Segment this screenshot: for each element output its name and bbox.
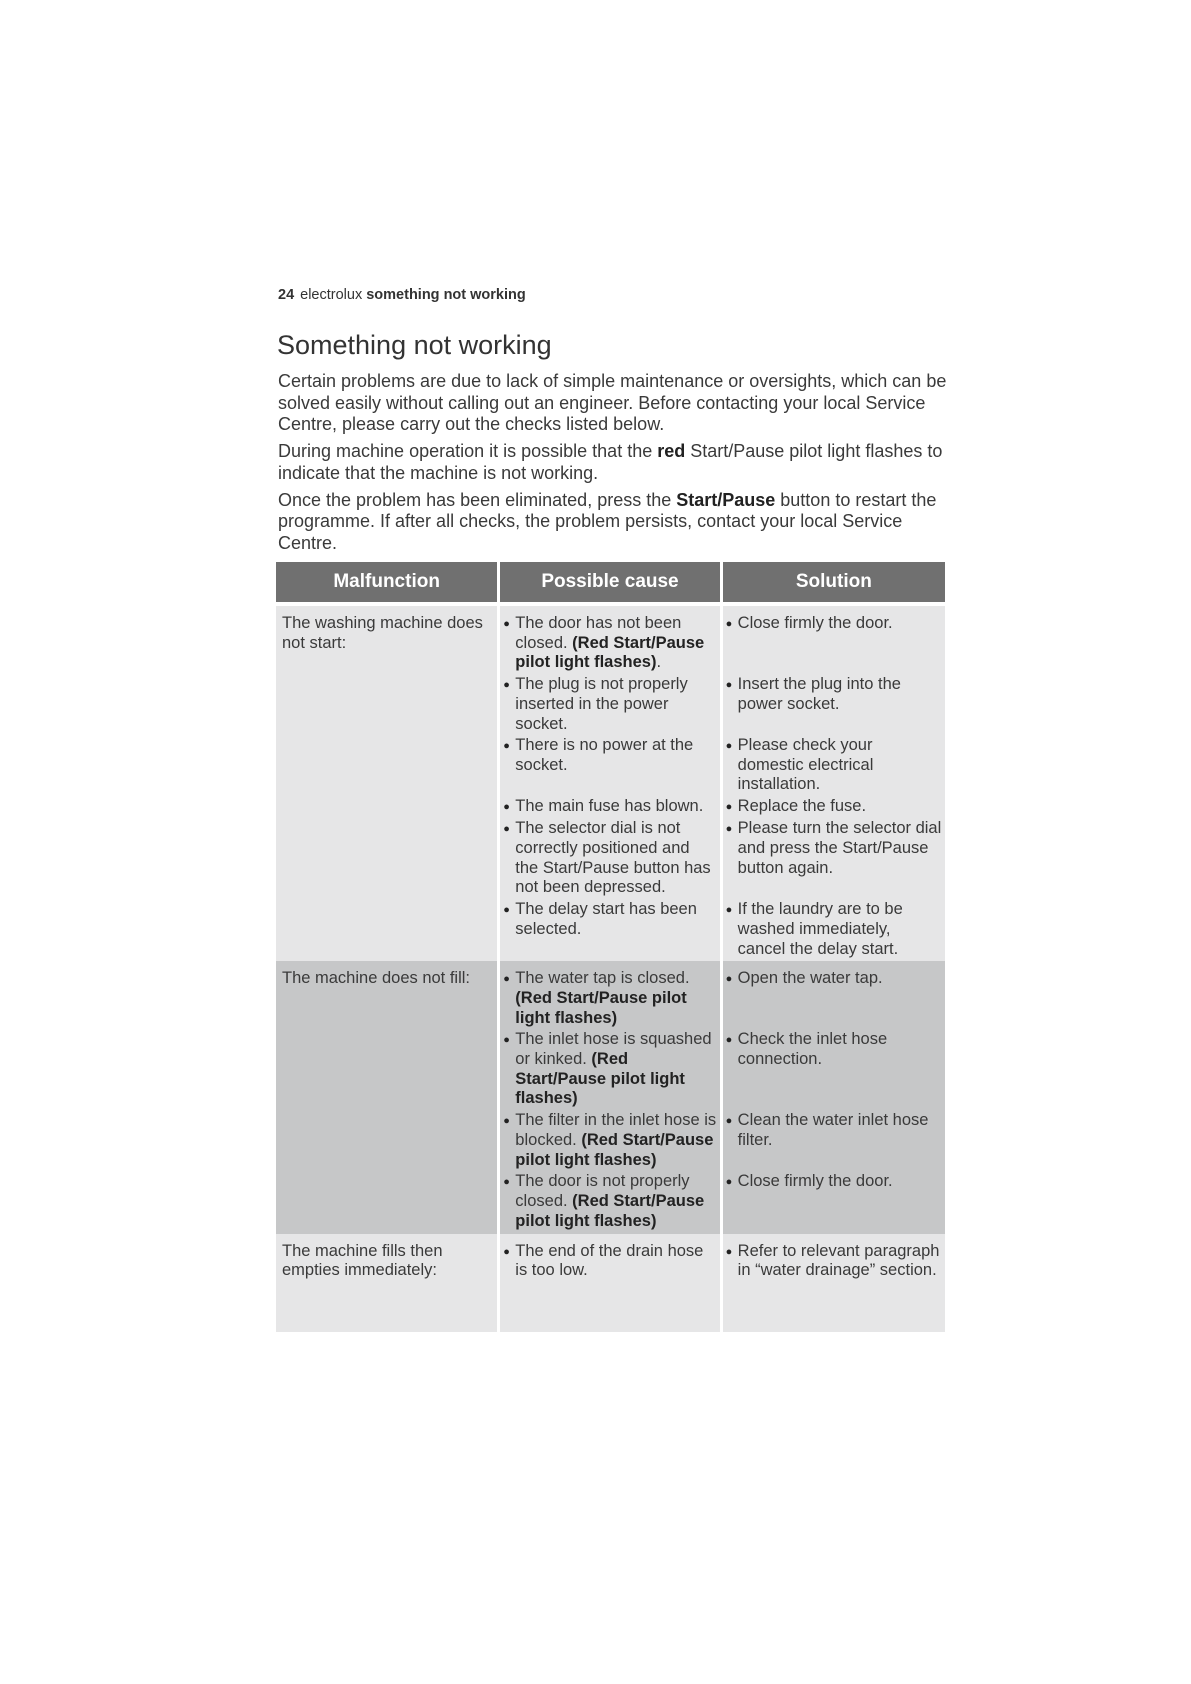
malfunction-cell: The machine fills then empties immediately: <box>276 1234 497 1332</box>
malfunction-cell: The machine does not fill: <box>276 961 497 1233</box>
bullet-icon: ● <box>725 618 733 630</box>
table-header-row <box>276 562 945 606</box>
cause-item <box>503 1030 716 1109</box>
table-row <box>276 961 945 1233</box>
cause-text: The inlet hose is squashed or kinked. <box>515 1030 712 1069</box>
solution-text: Close firmly the door. <box>737 1172 893 1191</box>
cause-indicator-text: (Red Start/Pause pilot light flashes) <box>515 988 687 1027</box>
solution-item <box>726 736 942 795</box>
cause-item <box>503 819 716 898</box>
cause-item <box>503 969 716 1028</box>
bullet-icon: ● <box>725 1034 733 1047</box>
solution-item <box>726 1242 942 1281</box>
cause-text: The water tap is closed. <box>515 969 690 988</box>
header-solution: Solution <box>723 562 945 606</box>
cause-item <box>503 900 716 959</box>
solution-text: Insert the plug into the power socket. <box>737 675 901 713</box>
cause-item <box>503 1172 716 1231</box>
bullet-icon: ● <box>725 1176 733 1189</box>
cause-text: The selector dial is not correctly positioned and the Start/Pause button has not been depressed. <box>515 819 711 897</box>
intro-paragraph-1: Certain problems are due to lack of simple maintenance or oversights, which can be solved easily without calling out an engineer. Before contacting your local Service Centre, please carry out the checks listed below. <box>278 371 947 434</box>
cause-indicator-text: (Red Start/Pause pilot light flashes) <box>515 633 705 672</box>
cause-text: The plug is not properly inserted in the power socket. <box>515 675 688 733</box>
cause-indicator-text: (Red Start/Pause pilot light flashes) <box>515 1050 685 1108</box>
table-row <box>276 1234 945 1332</box>
bullet-icon: ● <box>503 740 510 753</box>
brand-name: electrolux <box>300 287 363 303</box>
troubleshooting-table <box>273 562 948 1332</box>
section-name: something not working <box>366 287 526 303</box>
solution-text: Clean the water inlet hose filter. <box>737 1111 929 1149</box>
solution-item <box>726 614 942 673</box>
bullet-icon: ● <box>503 904 510 917</box>
solution-text: Open the water tap. <box>737 969 883 988</box>
cause-indicator-text: (Red Start/Pause pilot light flashes) <box>515 1192 705 1230</box>
intro-paragraph-2: During machine operation it is possible that the red Start/Pause pilot light flashes to indicate that the machine is not working. <box>278 441 943 483</box>
solution-text: Please turn the selector dial and press the Start/Pause button again. <box>737 819 942 877</box>
cause-text: The end of the drain hose is too low. <box>515 1241 704 1280</box>
bullet-icon: ● <box>503 823 510 836</box>
solution-item <box>726 969 942 1028</box>
cause-text: The delay start has been selected. <box>515 900 697 938</box>
cause-tail-text: . <box>656 653 662 672</box>
solution-item <box>726 819 942 898</box>
solution-item <box>726 797 942 817</box>
header-possible-cause: Possible cause <box>500 562 719 606</box>
cause-item <box>503 614 716 673</box>
solution-item <box>726 1172 942 1231</box>
cause-text: The door has not been closed. <box>515 614 682 652</box>
running-header <box>278 287 526 303</box>
cause-item <box>503 1111 716 1170</box>
bullet-icon: ● <box>725 973 733 986</box>
solution-cell <box>723 606 945 961</box>
cause-cell <box>500 606 719 961</box>
solution-item <box>726 900 942 959</box>
cause-item <box>503 675 716 734</box>
bullet-icon: ● <box>503 973 510 986</box>
bullet-icon: ● <box>503 1176 510 1189</box>
solution-text: Check the inlet hose connection. <box>737 1030 888 1068</box>
page-number: 24 <box>278 287 295 303</box>
intro-paragraph-3: Once the problem has been eliminated, press the Start/Pause button to restart the programme. If after all checks, the problem persists, contact your local Service Centre. <box>278 489 937 553</box>
solution-cell <box>723 1234 945 1332</box>
solution-item <box>726 1030 942 1109</box>
intro-text <box>278 371 955 560</box>
bullet-icon: ● <box>725 801 733 814</box>
cause-item <box>503 1242 716 1281</box>
bullet-icon: ● <box>503 618 510 630</box>
solution-cell <box>723 961 945 1233</box>
cause-text: The main fuse has blown. <box>515 797 704 816</box>
bullet-icon: ● <box>503 1115 510 1128</box>
solution-item <box>726 1111 942 1170</box>
cause-text: The door is not properly closed. <box>515 1172 690 1211</box>
cause-text: The filter in the inlet hose is blocked. <box>515 1111 717 1150</box>
bullet-icon: ● <box>503 679 510 692</box>
bullet-icon: ● <box>725 679 733 691</box>
cause-item <box>503 736 716 795</box>
solution-item <box>726 675 942 734</box>
solution-text: Refer to relevant paragraph in “water drainage” section. <box>737 1241 940 1280</box>
cause-indicator-text: (Red Start/Pause pilot light flashes) <box>515 1131 714 1169</box>
page-title: Something not working <box>277 330 552 360</box>
solution-text: Close firmly the door. <box>737 614 893 632</box>
cause-item <box>503 797 716 817</box>
bullet-icon: ● <box>725 823 733 836</box>
bullet-icon: ● <box>725 904 733 917</box>
solution-text: If the laundry are to be washed immediately, cancel the delay start. <box>737 900 903 958</box>
bullet-icon: ● <box>503 1245 510 1258</box>
cause-cell <box>500 961 719 1233</box>
bullet-icon: ● <box>503 1034 510 1047</box>
bullet-icon: ● <box>725 1115 733 1128</box>
solution-text: Please check your domestic electrical installation. <box>737 736 874 794</box>
table-row <box>276 606 945 961</box>
cause-text: There is no power at the socket. <box>515 736 694 774</box>
bullet-icon: ● <box>725 740 733 752</box>
header-malfunction: Malfunction <box>276 562 497 606</box>
malfunction-cell: The washing machine does not start: <box>276 606 497 961</box>
solution-text: Replace the fuse. <box>737 797 867 816</box>
bullet-icon: ● <box>503 801 510 814</box>
bullet-icon: ● <box>725 1245 733 1258</box>
cause-cell <box>500 1234 719 1332</box>
